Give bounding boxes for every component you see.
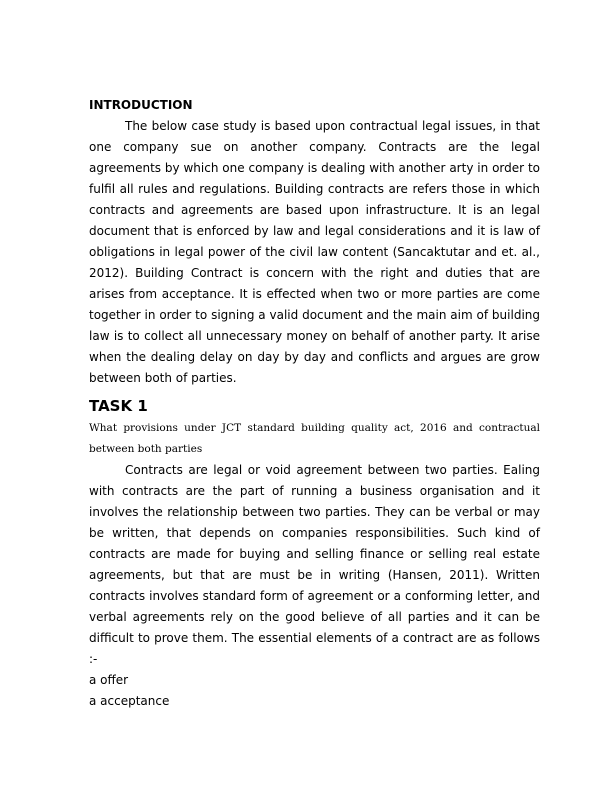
document-page	[89, 96, 540, 712]
task1-subtitle: What provisions under JCT standard building quality act, 2016 and contractual between both parties	[89, 422, 540, 455]
contract-element-acceptance: a acceptance	[89, 694, 170, 708]
task1-paragraph: Contracts are legal or void agreement between two parties. Ealing with contracts are the part of running a business organisation and it involves the relationship between two parties. They can be verbal or may be written, that depends on companies responsibilities. Such kind of contracts are made for buying and selling finance or selling real estate agreements, but that are must be in writing (Hansen, 2011). Written contracts involves standard form of agreement or a conforming letter, and verbal agreements rely on the good believe of all parties and it can be difficult to prove them. The essential elements of a contract are as follows :-	[89, 463, 540, 666]
contract-element-offer: a offer	[89, 673, 129, 687]
introduction-heading: INTRODUCTION	[89, 98, 193, 112]
introduction-paragraph: The below case study is based upon contractual legal issues, in that one company sue on another company. Contracts are the legal agreements by which one company is dealing with another arty in order to fulfil all rules and regulations. Building contracts are refers those in which contracts and agreements are based upon infrastructure. It is an legal document that is enforced by law and legal considerations and it is law of obligations in legal power of the civil law content (Sancaktutar and et. al., 2012). Building Contract is concern with the right and duties that are arises from acceptance. It is effected when two or more parties are come together in order to signing a valid document and the main aim of building law is to collect all unnecessary money on behalf of another party. It arise when the dealing delay on day by day and conflicts and argues are grow between both of parties.	[89, 119, 540, 385]
task1-heading: TASK 1	[89, 397, 148, 415]
